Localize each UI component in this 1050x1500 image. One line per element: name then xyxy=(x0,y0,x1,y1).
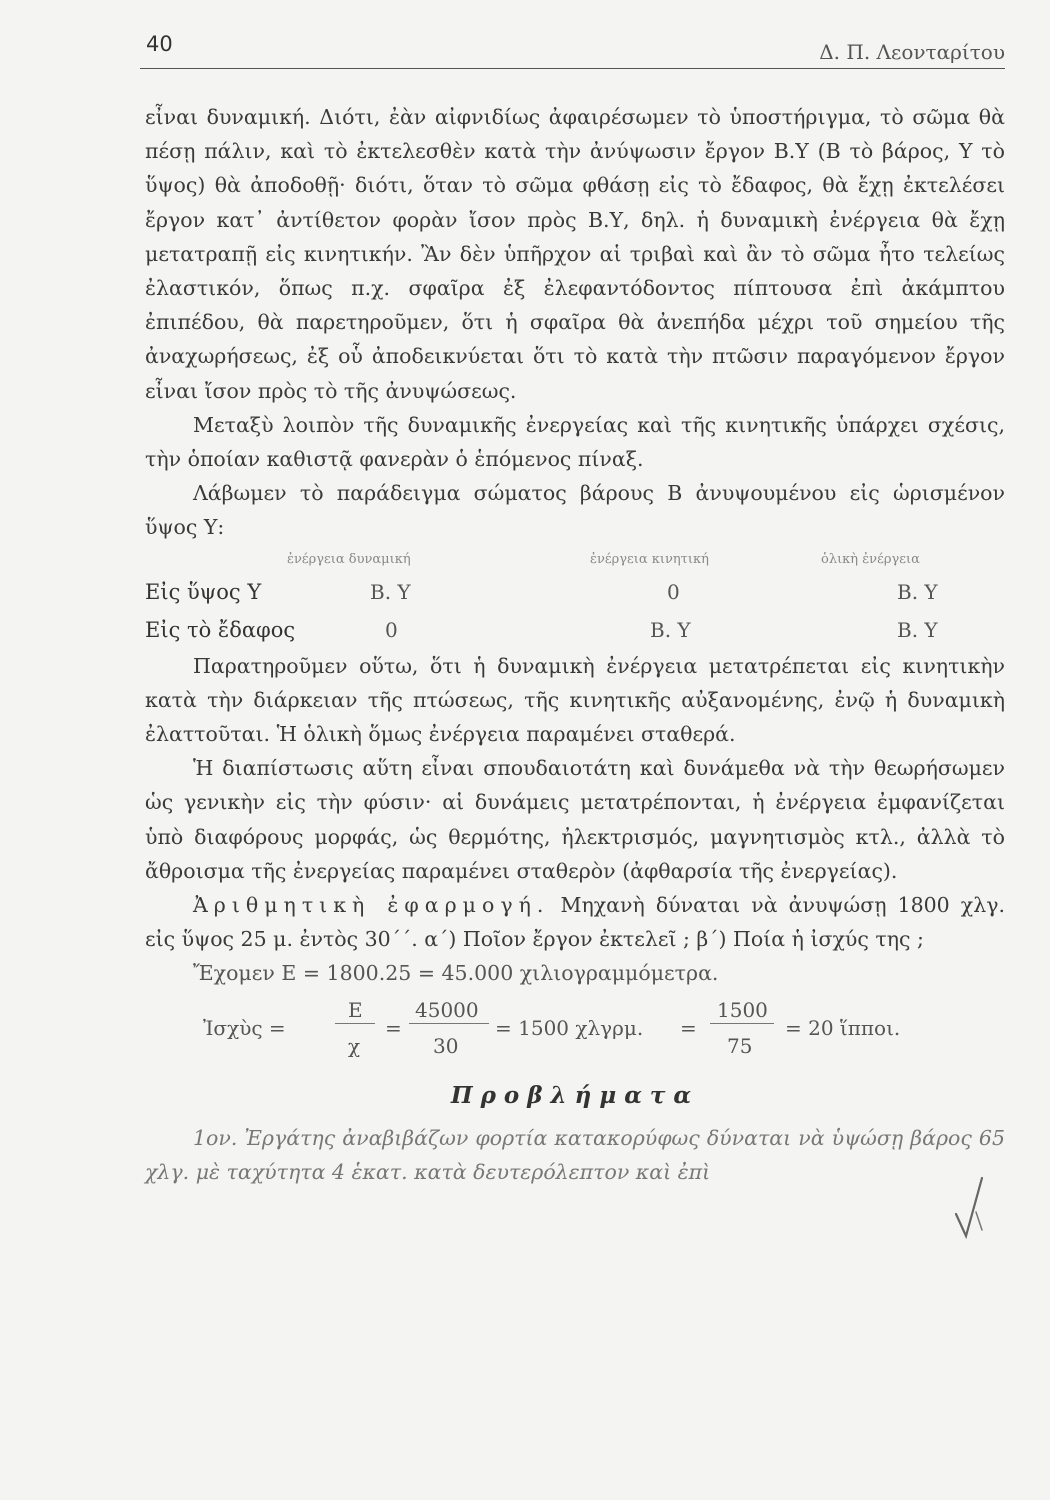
table-row-label: Εἰς ὕψος Υ xyxy=(145,579,262,604)
table-cell: Β. Υ xyxy=(897,579,938,604)
eq-middle: = 1500 χλγρμ. xyxy=(495,1015,644,1040)
page-body xyxy=(145,100,1005,1189)
table-cell: Β. Υ xyxy=(897,617,938,642)
frac2-denominator: 30 xyxy=(433,1033,459,1058)
fraction-line xyxy=(710,1023,774,1025)
application-text: Μηχανὴ δύναται νὰ ἀνυψώσῃ 1800 χλγ. εἰς ὕψος 25 μ. ἐντὸς 30΄΄. α΄) Ποῖον ἔργον ἐκτελεῖ ; β΄) Ποία ἡ ἰσχύς της ; xyxy=(145,893,1005,952)
running-head: Δ. Π. Λεονταρίτου xyxy=(819,40,1005,64)
frac2-numerator: 45000 xyxy=(415,997,479,1022)
frac1-denominator: χ xyxy=(348,1033,361,1058)
equation-work: Ἔχομεν Ε = 1800.25 = 45.000 χιλιογραμμόμετρα. xyxy=(193,961,719,986)
paragraph-2: Μεταξὺ λοιπὸν τῆς δυναμικῆς ἐνεργείας καὶ τῆς κινητικῆς ὑπάρχει σχέσις, τὴν ὁποίαν καθιστᾷ φανερὰν ὁ ἑπόμενος πίναξ. xyxy=(145,412,1005,472)
application-title: Ἀριθμητικὴ ἐφαρμογή. xyxy=(193,893,550,918)
table-cell: 0 xyxy=(667,579,680,604)
eq-rhs: = 20 ἵπποι. xyxy=(785,1015,901,1040)
table-cell: 0 xyxy=(385,617,398,642)
table-header-total: ὁλικὴ ἐνέργεια xyxy=(821,551,920,567)
table-header-dynamic: ἐνέργεια δυναμική xyxy=(287,551,411,567)
application-paragraph xyxy=(145,888,1005,956)
table-header-kinetic: ἐνέργεια κινητική xyxy=(590,551,709,567)
problem-1: 1ον. Ἐργάτης ἀναβιβάζων φορτία κατακορύφως δύναται νὰ ὑψώσῃ βάρος 65 χλγ. μὲ ταχύτητα 4 ἑκατ. κατὰ δευτερόλεπτον καὶ ἐπὶ xyxy=(145,1125,1005,1185)
page-header xyxy=(140,28,1005,69)
paragraph-5: Ἡ διαπίστωσις αὕτη εἶναι σπουδαιοτάτη καὶ δυνάμεθα νὰ τὴν θεωρήσωμεν ὡς γενικὴν εἰς τὴν φύσιν· αἱ δυνάμεις μετατρέπονται, ἡ ἐνέργεια ἐμφανίζεται ὑπὸ διαφόρους μορφάς, ὡς θερμότης, ἠλεκτρισμός, μαγνητισμὸς κτλ., ἀλλὰ τὸ ἄθροισμα τῆς ἐνεργείας παραμένει σταθερὸν (ἀφθαρσία τῆς ἐνεργείας). xyxy=(145,756,1005,883)
paragraph-4: Παρατηροῦμεν οὕτω, ὅτι ἡ δυναμικὴ ἐνέργεια μετατρέπεται εἰς κινητικὴν κατὰ τὴν διάρκειαν τῆς πτώσεως, τῆς κινητικῆς αὐξανομένης, ἐνῷ ἡ δυναμικὴ ἐλαττοῦται. Ἡ ὁλικὴ ὅμως ἐνέργεια παραμένει σταθερά. xyxy=(145,653,1005,747)
page-number: 40 xyxy=(146,32,173,56)
energy-table xyxy=(145,549,1005,649)
paragraph-3: Λάβωμεν τὸ παράδειγμα σώματος βάρους Β ἀνυψουμένου εἰς ὡρισμένον ὕψος Υ: xyxy=(145,481,1005,540)
frac1-numerator: Ε xyxy=(348,997,363,1022)
power-equation xyxy=(145,991,1005,1069)
frac3-numerator: 1500 xyxy=(717,997,768,1022)
eq-sign: = xyxy=(385,1015,402,1040)
fraction-line xyxy=(409,1023,489,1025)
frac3-denominator: 75 xyxy=(727,1033,753,1058)
table-cell: Β. Υ xyxy=(370,579,411,604)
section-title: Προβλήματα xyxy=(450,1081,700,1109)
table-cell: Β. Υ xyxy=(650,617,691,642)
fraction-line xyxy=(335,1023,375,1025)
handwritten-check-mark-icon xyxy=(952,1172,986,1242)
eq-sign: = xyxy=(680,1015,697,1040)
table-row-label: Εἰς τὸ ἔδαφος xyxy=(145,617,296,642)
eq-lhs: Ἰσχὺς = xyxy=(203,1015,286,1040)
paragraph-1: εἶναι δυναμική. Διότι, ἐὰν αἰφνιδίως ἀφαιρέσωμεν τὸ ὑποστήριγμα, τὸ σῶμα θὰ πέσῃ πάλιν, καὶ τὸ ἐκτελεσθὲν κατὰ τὴν ἀνύψωσιν ἔργον Β.Υ (Β τὸ βάρος, Υ τὸ ὕψος) θὰ ἀποδοθῇ· διότι, ὅταν τὸ σῶμα φθάσῃ εἰς τὸ ἔδαφος, θὰ ἔχῃ ἐκτελέσει ἔργον κατ᾽ ἀντίθετον φορὰν ἴσον πρὸς Β.Υ, δηλ. ἡ δυναμικὴ ἐνέργεια θὰ ἔχῃ μετατραπῇ εἰς κινητικήν. Ἂν δὲν ὑπῆρχον αἱ τριβαὶ καὶ ἂν τὸ σῶμα ἦτο τελείως ἐλαστικόν, ὅπως π.χ. σφαῖρα ἐξ ἐλεφαντόδοντος πίπτουσα ἐπὶ ἀκάμπτου ἐπιπέδου, θὰ παρετηροῦμεν, ὅτι ἡ σφαῖρα θὰ ἀνεπήδα μέχρι τοῦ σημείου τῆς ἀναχωρήσεως, ἐξ οὗ ἀποδεικνύεται ὅτι τὸ κατὰ τὴν πτῶσιν παραγόμενον ἔργον εἶναι ἴσον πρὸς τὸ τῆς ἀνυψώσεως. xyxy=(145,105,1005,403)
